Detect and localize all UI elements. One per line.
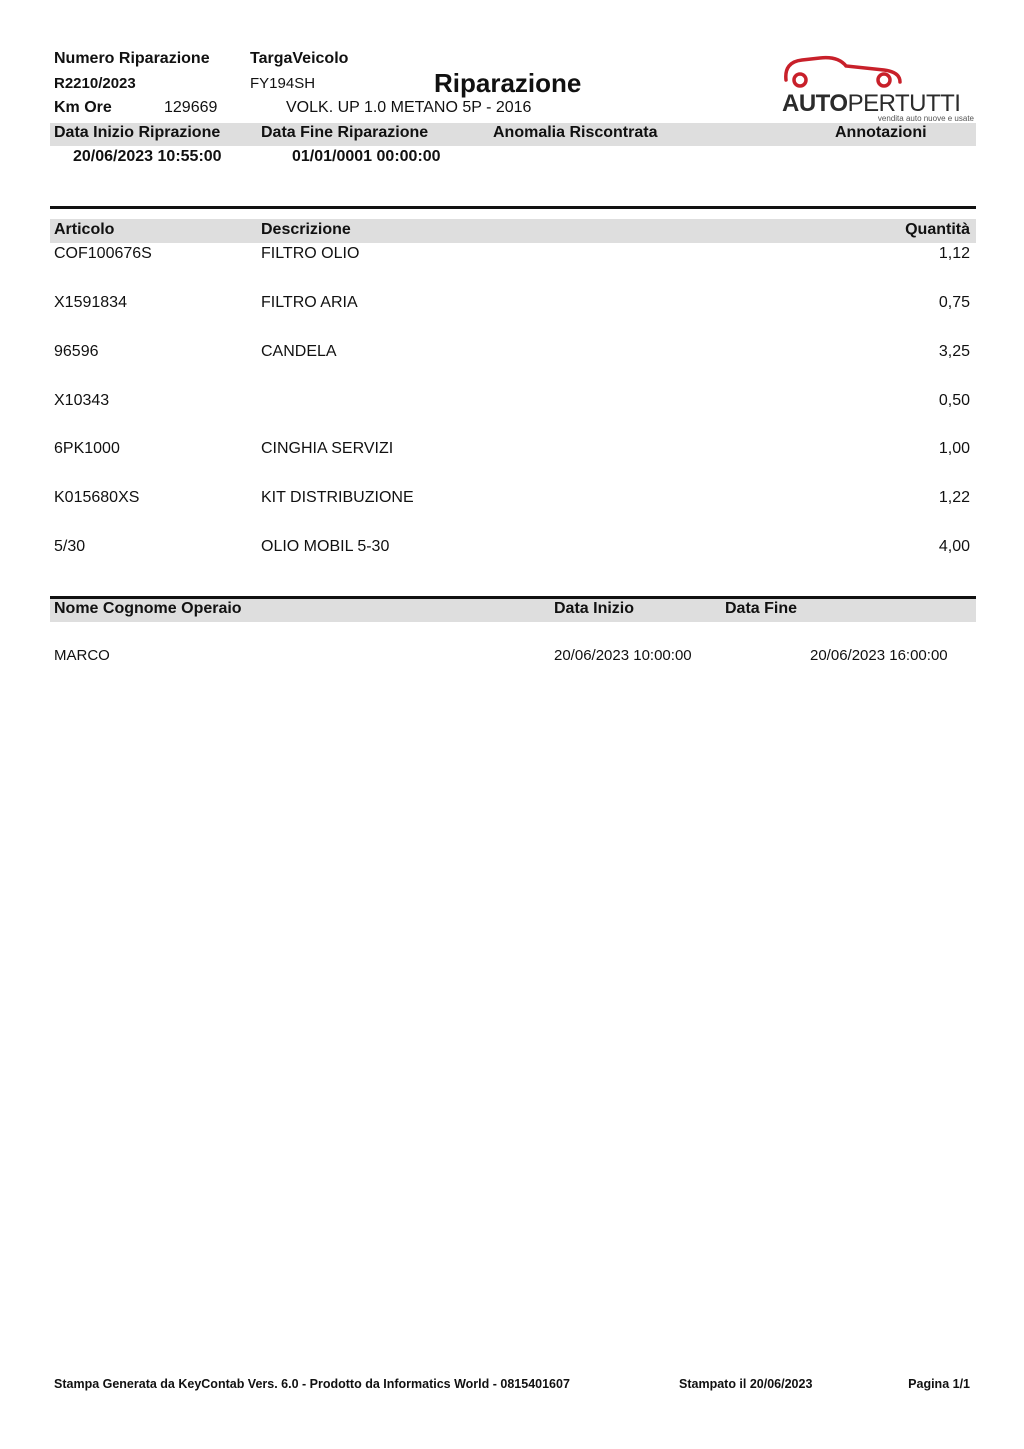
articolo-code: X1591834 xyxy=(54,294,127,311)
operaio-data-fine: 20/06/2023 16:00:00 xyxy=(810,647,948,664)
km-ore-value: 129669 xyxy=(164,99,218,116)
vehicle-description: VOLK. UP 1.0 METANO 5P - 2016 xyxy=(286,99,532,116)
company-logo xyxy=(780,50,976,124)
data-fine-value: 01/01/0001 00:00:00 xyxy=(292,148,441,165)
anomalia-header: Anomalia Riscontrata xyxy=(493,124,658,141)
data-inizio-header: Data Inizio Riprazione xyxy=(54,124,221,141)
footer-printed-date: Stampato il 20/06/2023 xyxy=(679,1377,813,1391)
logo-tagline: vendita auto nuove e usate xyxy=(877,114,974,123)
articolo-column-header: Articolo xyxy=(54,221,115,238)
articolo-code: K015680XS xyxy=(54,489,140,506)
articolo-code: 5/30 xyxy=(54,538,86,555)
articolo-descrizione: CINGHIA SERVIZI xyxy=(261,440,394,457)
targa-veicolo-value: FY194SH xyxy=(250,75,316,92)
page-title: Riparazione xyxy=(434,68,582,98)
annotazioni-header: Annotazioni xyxy=(835,124,927,141)
operaio-nome: MARCO xyxy=(54,647,110,664)
articolo-quantita: 3,25 xyxy=(938,343,970,360)
articoli-top-rule xyxy=(50,206,976,209)
articoli-header-band xyxy=(50,219,976,243)
data-fine-header: Data Fine Riparazione xyxy=(261,124,429,141)
nome-operaio-column-header: Nome Cognome Operaio xyxy=(54,600,242,617)
footer-generated-by: Stampa Generata da KeyContab Vers. 6.0 - Prodotto da Informatics World - 0815401607 xyxy=(54,1377,570,1391)
articolo-descrizione: CANDELA xyxy=(261,343,337,360)
articolo-code: COF100676S xyxy=(54,245,152,262)
articolo-descrizione: FILTRO ARIA xyxy=(261,294,358,311)
operaio-data-fine-header: Data Fine xyxy=(725,600,798,617)
operaio-data-inizio-header: Data Inizio xyxy=(554,600,635,617)
operaio-data-inizio: 20/06/2023 10:00:00 xyxy=(554,647,692,664)
articolo-code: X10343 xyxy=(54,392,110,409)
articolo-code: 96596 xyxy=(54,343,99,360)
articolo-quantita: 1,22 xyxy=(938,489,970,506)
descrizione-column-header: Descrizione xyxy=(261,221,351,238)
articolo-quantita: 0,50 xyxy=(938,392,970,409)
numero-riparazione-label: Numero Riparazione xyxy=(54,50,210,67)
articolo-descrizione: OLIO MOBIL 5-30 xyxy=(261,538,390,555)
articolo-descrizione: KIT DISTRIBUZIONE xyxy=(261,489,414,506)
articolo-descrizione: FILTRO OLIO xyxy=(261,245,360,262)
numero-riparazione-value: R2210/2023 xyxy=(54,75,136,92)
data-inizio-value: 20/06/2023 10:55:00 xyxy=(73,148,222,165)
footer-page-number: Pagina 1/1 xyxy=(908,1377,970,1391)
articolo-quantita: 0,75 xyxy=(938,294,970,311)
logo-brand-auto: AUTO xyxy=(782,90,848,117)
quantita-column-header: Quantità xyxy=(905,221,970,238)
km-ore-label: Km Ore xyxy=(54,99,112,116)
logo-brand-pertutti: PERTUTTI xyxy=(847,90,961,117)
articolo-quantita: 1,12 xyxy=(938,245,970,262)
articolo-quantita: 1,00 xyxy=(938,440,970,457)
car-logo-mark xyxy=(780,50,910,90)
articolo-quantita: 4,00 xyxy=(938,538,970,555)
articolo-code: 6PK1000 xyxy=(54,440,120,457)
targa-veicolo-label: TargaVeicolo xyxy=(250,50,349,67)
